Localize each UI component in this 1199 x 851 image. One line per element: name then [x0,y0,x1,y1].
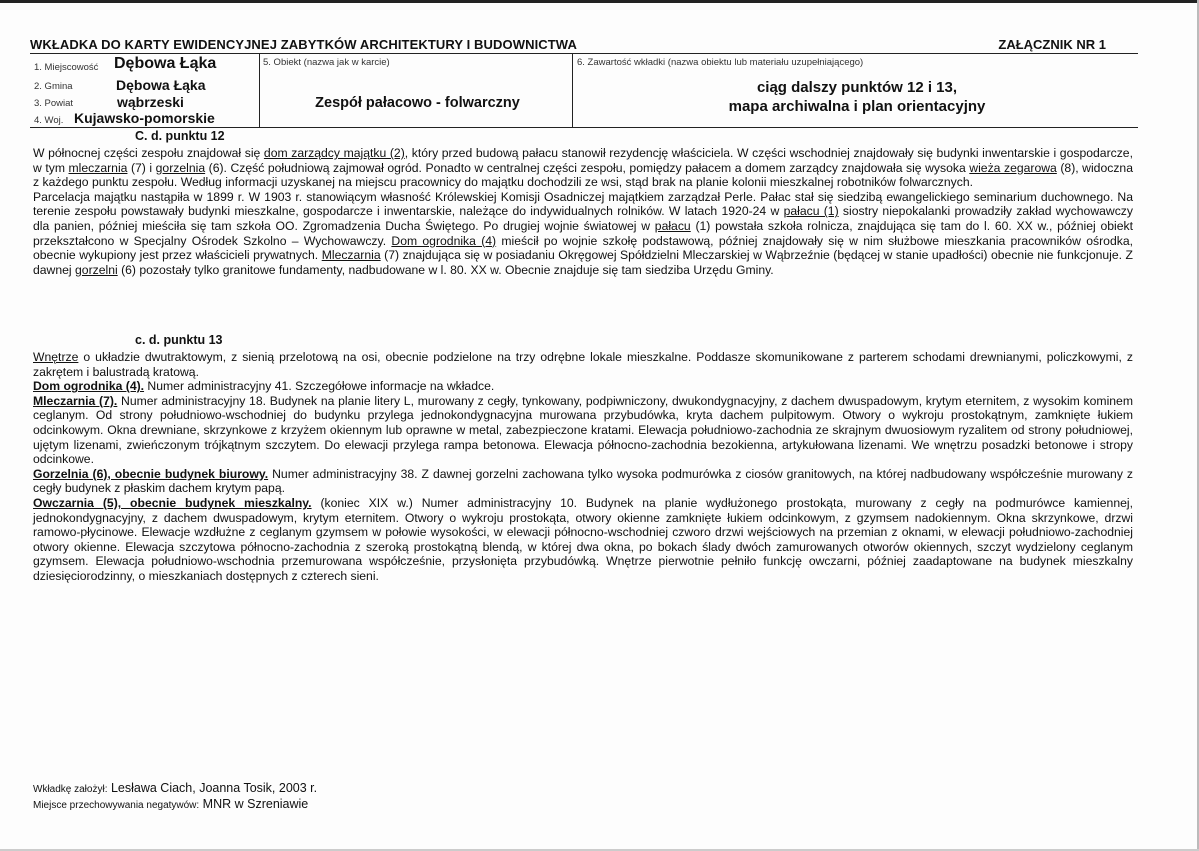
header [30,37,1138,53]
field-label-gmina: 2. Gmina [34,81,73,92]
field-label-woj: 4. Woj. [34,115,64,126]
field-value-gmina: Dębowa Łąka [116,77,206,93]
field-value-miejscowosc: Dębowa Łąka [114,55,217,72]
footer-authors [33,781,317,795]
paragraph-13-owczarnia: Owczarnia (5), obecnie budynek mieszkalny. (koniec XIX w.) Numer administracyjny 10. Budynek na planie wydłużonego prostokąta, murowany z cegły na podmurówce kamiennej, jednokondygnacyjny, z dachem dwuspadowym, krytym eternitem. Otwory o wykroju prostokąta, otwory okienne zamknięte łukiem odcinkowym, z gzymsem nadokiennym. Okna skrzynkowe, drzwi ramowo-płycinowe. Elewacje wzdłużne z ceglanym gzymsem w połowie wysokości, w elewacji północno-wschodniej czworo drzwi wejściowych na przemian z oknami, w elewacji południowo-zachodniej otwory okienne. Elewacja szczytowa północno-zachodnia z szeroką prostokątną blendą, w której dwa okna, po bokach ślady dwóch zamurowanych otworów okiennych, szczyt wydzielony ceglanym gzymsem. Elewacja południowo-wschodnia przemurowana współcześnie, przysłonięta przybudówką. Wnętrze pierwotnie pełniło funkcję owczarni, później zaadaptowane na budynek mieszkalny dziesięciorodzinny, o mieszkaniach dostępnych z czterech sieni. [33,495,1133,583]
field-value-zawartosc [575,78,1139,116]
section-heading-13: c. d. punktu 13 [135,333,223,347]
section-12-body [33,146,1133,277]
paragraph-13-dom-ogrodnika: Dom ogrodnika (4). Numer administracyjny 41. Szczegółowe informacje na wkładce. [33,379,495,394]
authors-value: Lesława Ciach, Joanna Tosik, 2003 r. [110,781,318,795]
section-heading-12: C. d. punktu 12 [135,129,225,143]
field-value-woj: Kujawsko-pomorskie [74,110,215,126]
field-value-powiat: wąbrzeski [117,94,184,110]
paragraph-13-mleczarnia: Mleczarnia (7). Numer administracyjny 18. Budynek na planie litery L, murowany z cegły, tynkowany, podpiwniczony, dwukondygnacyjny, z dachem dwuspadowym, krytym eternitem, z wysokim kominem ceglanym. Od strony południowo-wschodniej do budynku przylega jednokondygnacyjna murowana przybudówka, kryta dachem pulpitowym. Otwory o wykroju prostokątnym, zamknięte łukiem odcinkowym. Okna drewniane, skrzynkowe z krzyżem okiennym lub oprawne w metal, zabezpieczone kratami. Elewacja południowo-zachodnia ze skrajnym dwuosiowym ryzalitem od strony południowej, ujętym lizenami, zwieńczonym trójkątnym szczytem. Do elewacji przylega rampa betonowa. Elewacja północno-zachodnia bezokienna, artykułowana lizenami. We wnętrzu posadzki betonowe i stropy odcinkowe. [33,393,1133,467]
attachment-number: ZAŁĄCZNIK NR 1 [998,37,1106,52]
authors-label: Wkładkę założył: [33,784,108,795]
paragraph-13-interior: Wnętrze o układzie dwutraktowym, z sienią przelotową na osi, obecnie podzielone na trzy odrębne lokale mieszkalne. Poddasze skomunikowane z parterem schodami drewnianymi, policzkowymi, z zakrętem i balustradą kratową. [33,350,1133,379]
document-title: WKŁADKA DO KARTY EWIDENCYJNEJ ZABYTKÓW ARCHITEKTURY I BUDOWNICTWA [30,37,577,52]
header-rule [30,53,1138,54]
footer-storage [33,797,308,811]
field-label-obiekt: 5. Obiekt (nazwa jak w karcie) [263,57,390,68]
section-13-body [33,350,1133,584]
storage-value: MNR w Szreniawie [202,797,309,811]
page-top-edge [0,0,1199,3]
field-label-powiat: 3. Powiat [34,98,74,109]
storage-label: Miejsce przechowywania negatywów: [33,800,200,811]
column-divider-1 [259,54,260,127]
field-label-miejscowosc: 1. Miejscowość [34,62,99,73]
zawartosc-line-2: mapa archiwalna i plan orientacyjny [728,98,986,115]
zawartosc-line-1: ciąg dalszy punktów 12 i 13, [756,79,958,96]
paragraph-12-2: Parcelacja majątku nastąpiła w 1899 r. W 1903 r. stanowiącym własność Królewskiej Komisji Osadniczej majątkiem zarządzał Perle. Pałac stał się siedzibą ewangelickiego seminarium duchownego. Na terenie zespołu powstawały budynki mieszkalne, gospodarcze i inwentarskie, należące do indywidualnych rolników. W latach 1920-24 w pałacu (1) siostry niepokalanki prowadziły zakład wychowawczy dla panien, później mieściła się tam szkoła OO. Zgromadzenia Ducha Świętego. Po drugiej wojnie światowej w pałacu (1) powstała szkoła rolnicza, znajdująca się tam do l. 60. XX w., później obiekt przekształcono w Specjalny Ośrodek Szkolno – Wychowawczy. Dom ogrodnika (4) mieścił po wojnie szkołę podstawową, później znajdowały się w nim służbowe mieszkania pracowników ośrodka, obecnie wykupiony jest przez właścicieli prywatnych. Mleczarnia (7) znajdująca się w posiadaniu Okręgowej Spółdzielni Mleczarskiej w Wąbrzeźnie (będącej w stanie upadłości) obecnie nie funkcjonuje. Z dawnej gorzelni (6) pozostały tylko granitowe fundamenty, nadbudowane w l. 80. XX w. Obecnie znajduje się tam siedziba Urzędu Gminy. [33,189,1134,277]
field-value-obiekt: Zespół pałacowo - folwarczny [315,95,520,111]
column-divider-2 [572,54,573,127]
paragraph-12-1: W północnej części zespołu znajdował się dom zarządcy majątku (2), który przed budową pałacu stanowił rezydencję właściciela. W części wschodniej znajdowały się budynki inwentarskie i gospodarcze, w tym mleczarnia (7) i gorzelnia (6). Część południową zajmował ogród. Ponadto w centralnej części zespołu, pomiędzy pałacem a domem zarządcy znajdowała się wysoka wieża zegarowa (8), widoczna z każdego punktu zespołu. Według informacji uzyskanej na miejscu pracownicy do majątku dochodzili ze wsi, stąd brak na planie kolonii mieszkalnej robotników folwarcznych. [33,146,1133,190]
table-bottom-rule [30,127,1138,128]
paragraph-13-gorzelnia: Gorzelnia (6), obecnie budynek biurowy. Numer administracyjny 38. Z dawnej gorzelni zachowana tylko wysoka podmurówka z ciosów granitowych, na której nadbudowany współcześnie murowany z cegły budynek z płaskim dachem krytym papą. [33,466,1133,496]
field-label-zawartosc: 6. Zawartość wkładki (nazwa obiektu lub materiału uzupełniającego) [577,57,864,68]
